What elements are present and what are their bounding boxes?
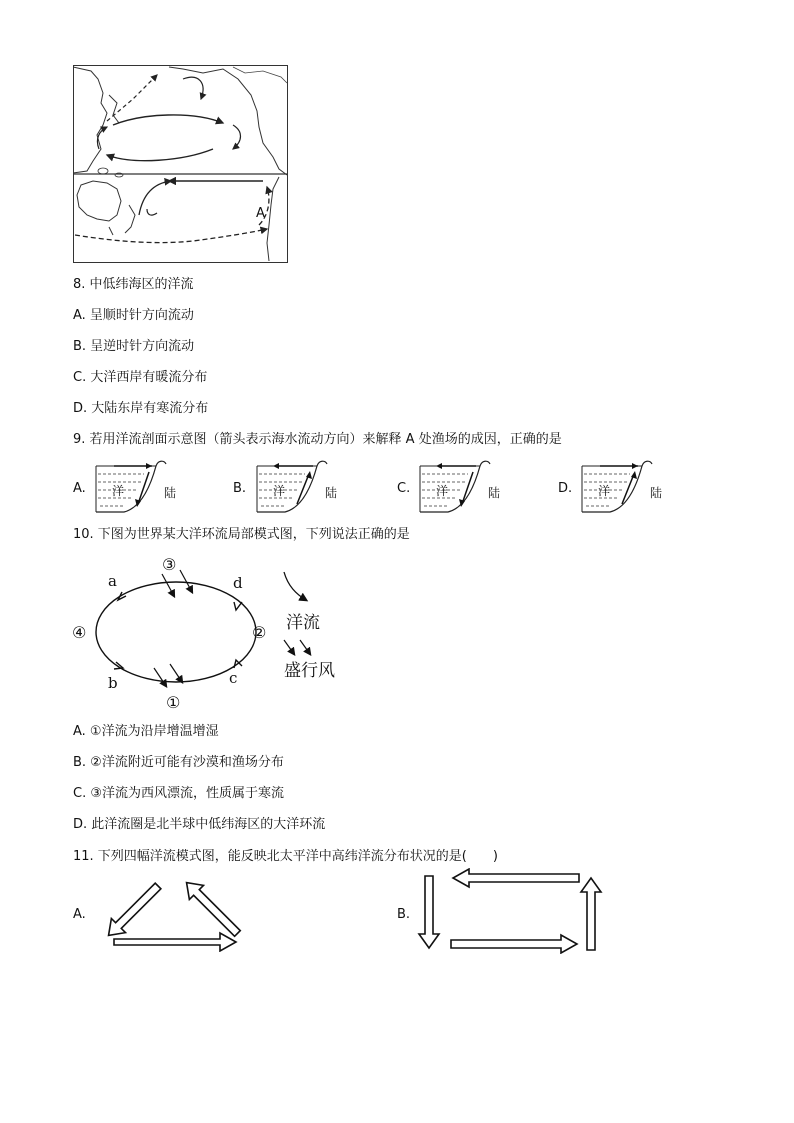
q9-a-ocean-label: 洋 (112, 484, 125, 498)
q10-legend-wind: 盛行风 (284, 661, 335, 681)
q10-option-a[interactable]: A. ①洋流为沿岸增温增湿 (73, 724, 219, 739)
q9-profile-a-svg (94, 458, 194, 516)
q10-label-1: ① (166, 693, 181, 712)
q9-b-ocean-label: 洋 (273, 484, 286, 498)
q11-option-b-letter[interactable]: B. (397, 907, 411, 922)
q9-d-land-label: 陆 (650, 486, 663, 500)
q9-option-d-letter[interactable]: D. (558, 481, 573, 496)
q10-label-3: ③ (162, 555, 177, 574)
q11-option-a-letter[interactable]: A. (73, 907, 86, 922)
q10-legend-current: 洋流 (286, 613, 320, 633)
q10-option-c[interactable]: C. ③洋流为西风漂流，性质属于寒流 (73, 786, 284, 801)
q10-gyre-svg (66, 552, 366, 714)
q9-c-ocean-label: 洋 (436, 484, 449, 498)
q9-d-ocean-label: 洋 (598, 484, 611, 498)
q11-diagram-b[interactable] (415, 868, 607, 958)
q9-profile-b-svg (255, 458, 355, 516)
q9-profile-d[interactable] (580, 458, 680, 520)
q8-option-a[interactable]: A. 呈顺时针方向流动 (73, 308, 194, 323)
q8-option-b[interactable]: B. 呈逆时针方向流动 (73, 339, 195, 354)
pacific-current-map (73, 65, 288, 263)
q9-stem: 9. 若用洋流剖面示意图（箭头表示海水流动方向）来解释 A 处渔场的成因，正确的是 (73, 432, 562, 447)
q9-a-land-label: 陆 (164, 486, 177, 500)
q10-label-2: ② (252, 623, 267, 642)
q8-option-d[interactable]: D. 大陆东岸有寒流分布 (73, 401, 209, 416)
q9-option-a-letter[interactable]: A. (73, 481, 86, 496)
q10-option-d[interactable]: D. 此洋流圈是北半球中低纬海区的大洋环流 (73, 817, 326, 832)
q11-stem: 11. 下列四幅洋流模式图，能反映北太平洋中高纬洋流分布状况的是( ) (73, 849, 498, 864)
q9-profile-b[interactable] (255, 458, 355, 520)
q9-profile-c[interactable] (418, 458, 518, 520)
q10-label-d: d (233, 574, 243, 592)
q10-gyre-diagram (66, 552, 366, 718)
q9-option-b-letter[interactable]: B. (233, 481, 247, 496)
q8-option-c[interactable]: C. 大洋西岸有暖流分布 (73, 370, 208, 385)
q11-diagram-a-svg (88, 872, 268, 952)
q10-label-b: b (108, 674, 118, 692)
q9-profile-c-svg (418, 458, 518, 516)
q9-b-land-label: 陆 (325, 486, 338, 500)
q10-option-b[interactable]: B. ②洋流附近可能有沙漠和渔场分布 (73, 755, 284, 770)
q11-diagram-a[interactable] (88, 872, 268, 956)
q11-diagram-b-svg (415, 868, 607, 954)
q9-profile-d-svg (580, 458, 680, 516)
q10-label-a: a (108, 572, 117, 590)
pacific-current-map-svg (73, 65, 288, 263)
map-label-a: A (256, 206, 265, 221)
q10-stem: 10. 下图为世界某大洋环流局部模式图，下列说法正确的是 (73, 527, 410, 542)
q9-profile-a[interactable] (94, 458, 194, 520)
q9-option-c-letter[interactable]: C. (397, 481, 411, 496)
q10-label-c: c (229, 669, 238, 687)
q8-stem: 8. 中低纬海区的洋流 (73, 277, 194, 292)
q10-label-4: ④ (72, 623, 87, 642)
q9-c-land-label: 陆 (488, 486, 501, 500)
